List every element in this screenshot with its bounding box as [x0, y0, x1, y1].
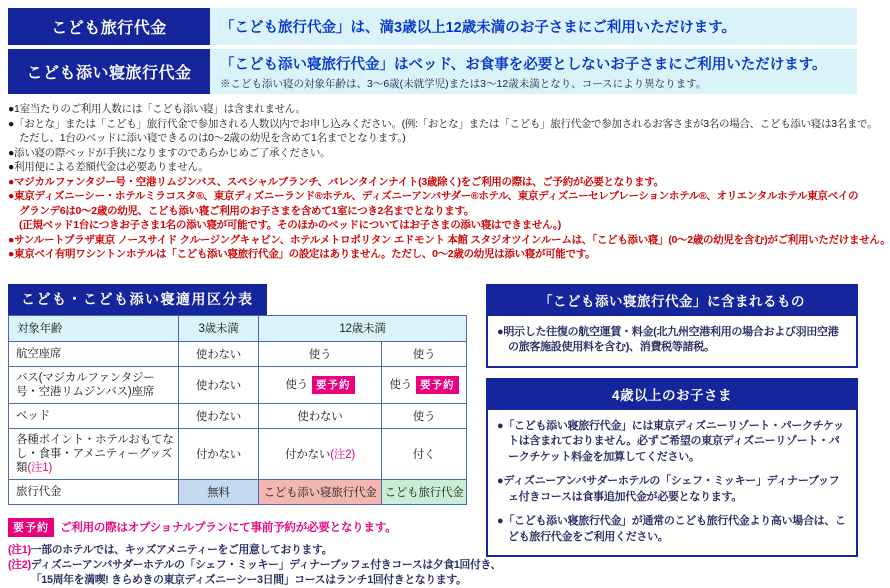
footnotes [8, 518, 502, 588]
reservation-required-badge: 要予約 [8, 518, 54, 537]
table-header-row [9, 315, 467, 341]
notice-line-warning-continuation: (正規ベッド1台につきお子さま1名の添い寝が可能です。そのほかのベッドについてはお子さまの添い寝はできません。) [19, 219, 561, 231]
banner-child-fare-text: 「こども旅行代金」は、満3歳以上12歳未満のお子さまにご利用いただけます。 [220, 20, 737, 36]
footnote-2-line2: 「15周年を満喫! きらめきの東京ディズニーシー3日間」コースはランチ1回付きとなります。 [30, 573, 467, 586]
reservation-required-badge: 要予約 [416, 376, 459, 394]
banner-cosleep-fare-text: 「こども添い寝旅行代金」はベッド、お食事を必要としないお子さまにご利用いただけます。 [220, 56, 827, 73]
note1-ref: (注1) [27, 461, 53, 474]
banner-cosleep-fare-body [210, 49, 857, 94]
banner-cosleep-fare-label: こども添い寝旅行代金 [8, 49, 210, 94]
footnote-2-label: (注2) [8, 558, 31, 571]
banner-cosleep-fare-note: ※こども添い寝の対象年齢は、3〜6歳(未就学児)または3〜12歳未満となり、コースにより異なります。 [220, 77, 707, 90]
cell-text: 使う [285, 378, 309, 391]
reservation-note-text: ご利用の際はオプショナルプランにて事前予約が必要となります。 [60, 521, 397, 534]
age4-over-box-title: 4歳以上のお子さま [488, 380, 856, 410]
included-fare-box-title: 「こども添い寝旅行代金」に含まれるもの [488, 286, 856, 316]
footnote-1 [8, 543, 466, 558]
cell-amenity-child: 付く [382, 428, 467, 479]
classification-table [8, 315, 467, 505]
notice-line: ●1室当たりのご利用人数には「こども添い寝」は含まれません。 [8, 103, 306, 115]
table-row [9, 479, 467, 504]
cell-bus-child [382, 366, 467, 403]
row-bed-label: ベッド [9, 403, 179, 428]
box-bullet: ●「こども添い寝旅行代金」には東京ディズニーリゾート・パークチケットは含まれておりません。必ずご希望の東京ディズニーリゾート・パークチケット料金を加算してください。 [497, 419, 844, 463]
cell-fare-cosleep: こども添い寝旅行代金 [259, 479, 382, 504]
header-under12: 12歳未満 [259, 315, 467, 341]
row-bus-seat-label: バス(マジカルファンタジー号・空港リムジンバス)座席 [9, 366, 179, 403]
table-row [9, 366, 467, 403]
cell-text: 付かない [285, 448, 331, 461]
banner-child-fare-body [210, 8, 857, 45]
cell-air-child: 使う [382, 341, 467, 366]
header-under3: 3歳未満 [179, 315, 259, 341]
notice-line-warning-continuation: グランデ6は0〜2歳の幼児、こども添い寝ご利用のお子さまを含めて1室につき2名までとなります。 [19, 204, 475, 217]
notice-line: ●利用便による差額代金は必要ありません。 [8, 161, 209, 173]
footnote-2-line1: ディズニーアンバサダーホテルの「シェフ・ミッキー」ディナーブッフェ付きコースは夕食1回付き、 [30, 558, 502, 571]
footnote-1-label: (注1) [8, 543, 31, 556]
footnote-1-text: 一部のホテルでは、キッズアメニティーをご用意しております。 [30, 543, 333, 556]
row-amenity-label [9, 428, 179, 479]
cell-amenity-cosleep [259, 428, 382, 479]
cell-fare-child: こども旅行代金 [382, 479, 467, 504]
classification-table-title: こども・こども添い寝適用区分表 [8, 284, 267, 315]
cell-bus-under3: 使わない [179, 366, 259, 403]
info-boxes [486, 284, 858, 588]
notice-line: ●添い寝の際ベッドが手狭になりますのであらかじめご了承ください。 [8, 146, 331, 159]
cell-air-under3: 使わない [179, 341, 259, 366]
row-air-seat-label: 航空座席 [9, 341, 179, 366]
table-row [9, 403, 467, 428]
notice-line: ●「おとな」または「こども」旅行代金で参加される人数以内でお申し込みください。(例:「おとな」または「こども」旅行代金で参加されるお客さまが3名の場合、こども添い寝は3名まで。 [8, 117, 878, 130]
banner-child-fare [8, 8, 857, 45]
page [0, 8, 890, 586]
row-fare-label: 旅行代金 [9, 479, 179, 504]
notice-list [8, 102, 890, 262]
table-row [9, 341, 467, 366]
cell-amenity-under3: 付かない [179, 428, 259, 479]
box-bullet: ●明示した往復の航空運賃・料金(北九州空港利用の場合および羽田空港の旅客施設使用料を含む)、消費税等諸税。 [497, 325, 839, 353]
notice-line-warning: ●マジカルファンタジー号・空港リムジンバス、スペシャルブランチ、バレンタインナイト(3歳除く)をご利用の際は、ご予約が必要となります。 [8, 175, 664, 188]
reservation-note [8, 518, 466, 537]
notice-line-warning: ●東京ディズニーシー・ホテルミラコスタ®、東京ディズニーランド®ホテル、ディズニーアンバサダー®ホテル、東京ディズニーセレブレーションホテル®、オリエンタルホテル東京ベイの [8, 190, 859, 202]
age4-over-box-body [488, 410, 856, 556]
cell-air-cosleep: 使う [259, 341, 382, 366]
cell-bus-cosleep [259, 366, 382, 403]
classification-section [8, 284, 502, 588]
included-fare-box-body [488, 316, 856, 366]
footnote-2-text [31, 558, 501, 588]
header-age-label: 対象年齢 [9, 315, 179, 341]
table-row [9, 428, 467, 479]
banner-child-fare-label: こども旅行代金 [8, 8, 210, 45]
footnote-2 [8, 558, 502, 588]
banner-cosleep-fare [8, 49, 857, 94]
content-columns [8, 284, 860, 588]
notice-line-warning: ●東京ベイ有明ワシントンホテルは「こども添い寝旅行代金」の設定はありません。ただし、0〜2歳の幼児は添い寝が可能です。 [8, 248, 596, 260]
cell-bed-under3: 使わない [179, 403, 259, 428]
reservation-required-badge: 要予約 [312, 376, 355, 394]
age4-over-box [486, 378, 858, 558]
cell-text: 使う [389, 378, 413, 391]
box-bullet: ●「こども添い寝旅行代金」が通常のこども旅行代金より高い場合は、こども旅行代金をご利用ください。 [497, 515, 846, 543]
cell-bed-cosleep: 使わない [259, 403, 382, 428]
notice-line-continuation: ただし、1台のベッドに添い寝できるのは0〜2歳の幼児を含めて1名までとなります。) [19, 132, 406, 144]
notice-line-warning: ●サンルートプラザ東京 ノースサイド クルージングキャビン、ホテルメトロポリタン エドモント 本館 スタジオツインルームは、「こども添い寝」(0〜2歳の幼児を含む)がご利用いただけません。 [8, 233, 890, 246]
box-bullet: ●ディズニーアンバサダーホテルの「シェフ・ミッキー」ディナーブッフェ付きコースは食事追加代金が必要となります。 [497, 475, 840, 503]
cell-fare-under3: 無料 [179, 479, 259, 504]
included-fare-box [486, 284, 858, 368]
note2-ref: (注2) [330, 448, 355, 461]
label-text: 各種ポイント・ホテルおもてなし・食事・アメニティーグッズ類 [16, 433, 174, 474]
cell-bed-child: 使う [382, 403, 467, 428]
